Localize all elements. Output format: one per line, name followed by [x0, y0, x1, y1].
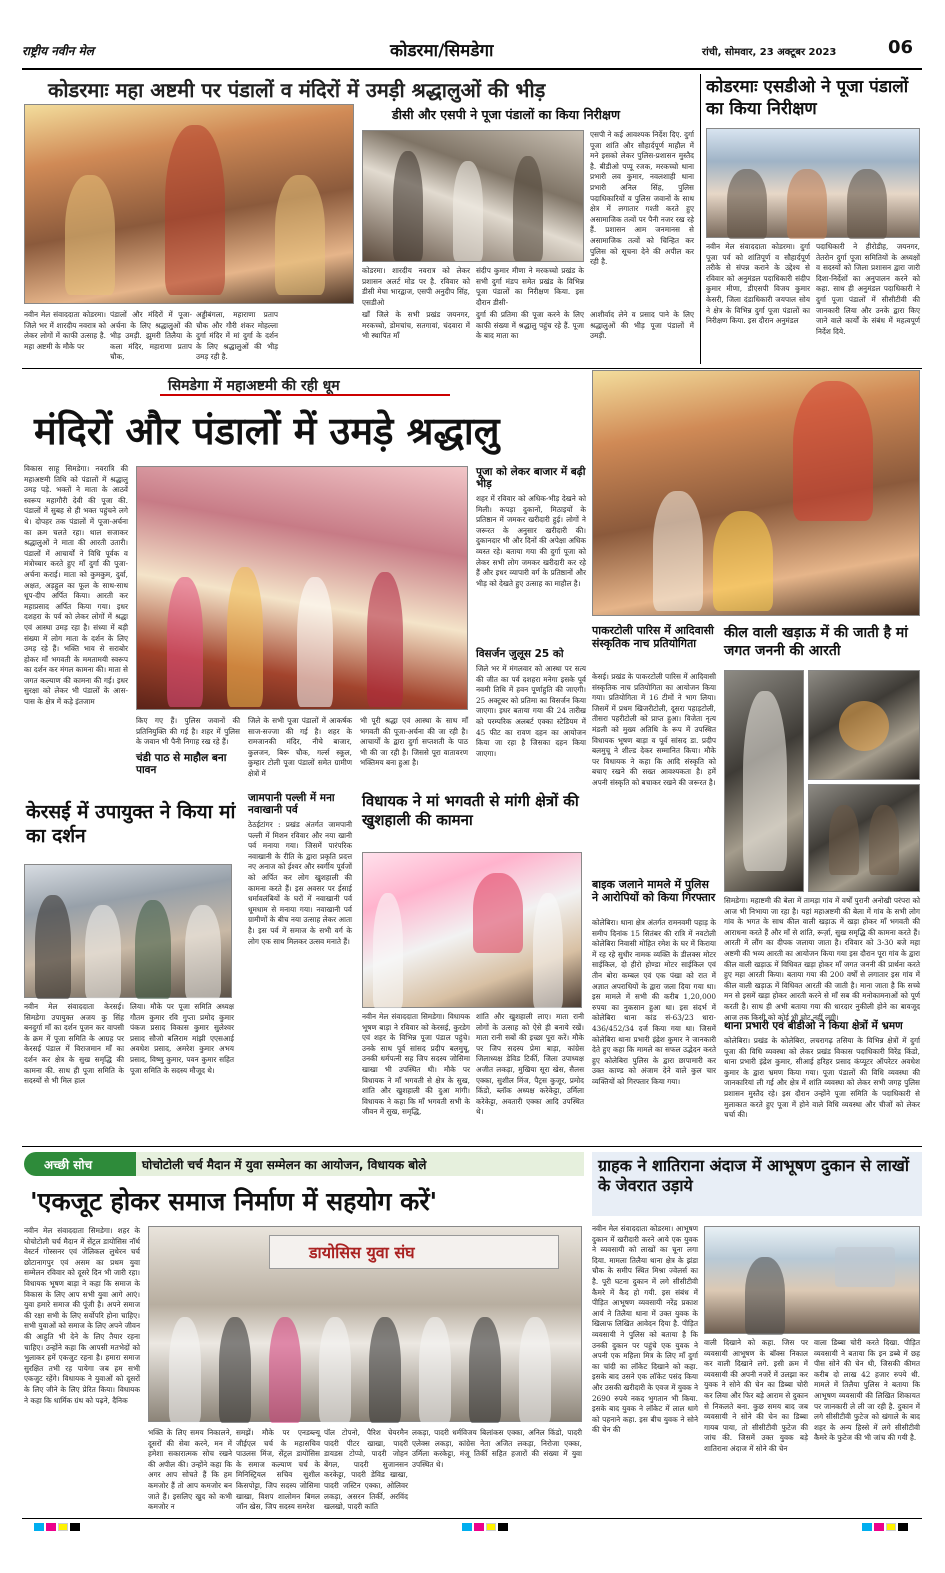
swatch-8: [498, 1523, 508, 1531]
swatch-1: [34, 1523, 44, 1531]
story3-sub-chandi: चंडी पाठ से माहौल बना पावन: [136, 752, 227, 776]
swatch-10: [874, 1523, 884, 1531]
story1-photo-inspection: [362, 130, 584, 262]
story8-headline: विधायक ने मां भगवती से मांगी क्षेत्रों की खुशहाली की कामना: [362, 792, 579, 829]
print-registration-strip: [22, 1518, 922, 1534]
story3-market-head: पूजा को लेकर बाजार में बढ़ी भीड़: [476, 466, 586, 490]
story7-headline: जामपानी पल्ली में मना नवाखानी पर्व: [248, 792, 335, 816]
story3-col3: जिले के सभी पूजा पंडालों में आकर्षक साज-सज्जा की गई है। शहर के रामजानकी मंदिर, नीचे बाजार, कुलजन, बिरू चौक, गर्ल्स स्कूल, कुम्हार टोली पूजा पंडालों समेत ग्रामीण क्षेत्रों में: [248, 716, 352, 778]
story6-photo-visit: [24, 864, 232, 998]
story1-col3: अड्डीबंगला, महाराणा प्रताप चौक और गौरी शंकर मोहल्ला दुर्गा मंदिर में मां दुर्गा के दर्शन के लिए श्रद्धालुओं की भीड़ उमड़ रही है.: [196, 310, 278, 362]
story10-photo-sammelan: [148, 1226, 582, 1422]
story11-col1: नवीन मेल संवाददाता कोडरमा। आभूषण दुकान में खरीदारी करने आये एक युवक ने व्यवसायी को लाखों का चूना लगा दिया. मामला तिलैया थाना क्षेत्र के झंडा चौक के समीप स्थित मिश्रा ज्वेलर्स का है. पूरी घटना दुकान में लगे सीसीटीवी कैमरे में कैद हो गयी. इस संबंध में पीड़ित आभूषण व्यवसायी नरेंद्र प्रकाश आर्य ने तिलैया थाना में उक्त युवक के खिलाफ लिखित आवेदन दिया है. पीड़ित व्यवसायी ने पुलिस को बताया है कि उनकी दुकान पर पहुंचे एक युवक ने अपनी एक महिला मित्र के लिए माँ दुर्गा का चांदी का लॉकेट दिखाने को कहा. इसके बाद उसने एक लॉकेट पसंद किया और उसकी खरीदारी के एवज में युवक ने 2690 रुपये नकद भुगतान भी किया. इसके बाद युवक ने लॉकेट में लाल धागे को पहनाने कहा. इस बीच युवक ने सोने की चेन की: [592, 1224, 699, 1435]
swatch-12: [898, 1523, 908, 1531]
story3-market-text: शहर में रविवार को अधिक-भीड़ देखने को मिली। कपड़ा दुकानों, मिठाइयों के प्रतिष्ठान में जमकर खरीदारी हुई। लोगों ने जरूरत के अनुसार खरीदारी की। दुकानदार भी और दिनों की अपेक्षा अधिक व्यस्त रहे। बताया गया की दुर्गा पूजा को लेकर सभी लोग जमकर खरीदारी कर रहे हैं और इधर व्यापारी वर्ग के प्रतिष्ठानों और भीड़ को देखते हुए उत्साह का माहौल है।: [476, 494, 586, 588]
story2-col2: पदाधिकारी ने हीरोडीह, जयनगर, तेतरोन दुर्गा पूजा समितियों के अध्यक्षों व सदस्यों को जिला प्रशासन द्वारा जारी दिशा-निर्देशों का अनुपालन करने को कहा. साथ ही अनुमंडल पदाधिकारी ने दुर्गा पूजा पंडालों में सीसीटीवी की जानकारी लिया और उनके द्वारा किए जाने वाले कार्यों के संबंध में महत्वपूर्ण निर्देश दिये.: [816, 242, 920, 336]
swatch-4: [70, 1523, 80, 1531]
story3-col1: विकास साहू सिमडेगा। नवरात्रि की महाअष्टमी तिथि को पंडालों में श्रद्धालु उमड़ पड़े. भक्तों ने माता के आठवें स्वरूप महागौरी देवी की पूजा की. पंडालों में सुबह से ही भक्त पहुंचने लगे थे। दोपहर तक पंडालों में पूजा-अर्चना का क्रम चलते रहा। थाल सजाकर श्रद्धालुओं ने माता की आरती उतारी। पंडालों में आचार्यों ने विधि पूर्वक व मंत्रोच्चार करते हुए माँ दुर्गा की पूजा-अर्चना कराई। माता को कुमकुम, दुर्वा, अक्षत, अड़हुल का फूल के साथ-साथ धूप-दीप अर्पित किया। आरती कर महाप्रसाद अर्पित किया गया। इधर दशहरा के पर्व को लेकर लोगों में श्रद्धा एवं आस्था उमड़ रहा है। संध्या में बड़ी संख्या में लोग माता के दर्शन के लिए उमड़ रहे हैं। भक्ति भाव से सराबोर होकर माँ भगवती के ममतामयी स्वरूप का दर्शन कर मंगल कामना की। माता से जगत कल्याण की कामना की गई। इधर सुरक्षा को लेकर भी पंडालों के आस-पास के क्षेत्र में कड़े इंतजाम: [24, 464, 128, 707]
story10-col5: लकड़ा, पादरी धर्मविजय बिलांकस एक्का, अनिल किंडो, पादरी एलेक्स लकड़ा, कांग्रेस नेता अजित लकड़ा, निरोजा एक्का, उर्मिला करकेट्टा, मंजू तिर्की सहित हजारों की संख्या में युवा उपस्थित थे।: [412, 1428, 582, 1469]
story11-photo-cctv: [704, 1226, 920, 1334]
swatch-2: [46, 1523, 56, 1531]
masthead: [22, 34, 922, 66]
story1-col7: खाँ जिले के सभी प्रखंड जयनगर, मरकच्चो, डोमचांच, सतगावां, चंदवारा में भी स्थापित माँ: [362, 310, 470, 341]
story1-col6: एसपी ने कई आवश्यक निर्देश दिए. दुर्गा पूजा शांति और सौहार्दपूर्ण माहौल में मने इसको लेकर पुलिस-प्रशासन मुस्तैद है. बीडीओ पप्पू रजक, मरकच्चो थाना प्रभारी लव कुमार, नवलशाही थाना प्रभारी अनिल सिंह, पुलिस पदाधिकारियों व पुलिस जवानों के साथ क्षेत्र में लगातार गश्ती करते हुए असामाजिक तत्वों पर पैनी नजर रख रहे हैं. प्रशासन आम जनमानस से असामाजिक तत्वों को चिन्हित कर पुलिस को सूचना देने की अपील कर रही है.: [590, 130, 694, 267]
story10-col3: समझें। मौके पर एनडब्ल्यू जीईएल चर्च के महासचिव पाउलस मिंज, सेंट्रल डायोसिस के समाज कल्याण चर्च के मिनिस्ट्रियल सचिव सुशील किसपोट्टा, जिप सदस्य जोसिमा खाखा, विशप शालोमन बिमल जॉन खेस, जिप सदस्य समरेश: [236, 1428, 320, 1512]
story5-thana-text: कोलेबिरा। प्रखंड के कोलेबिरा, लचरागढ़ तसिया के विभिन्न क्षेत्रों में दुर्गा पूजा की विधि व्यवस्था को लेकर प्रखंड विकास पदाधिकारी विरेंद्र किंडो, थाना प्रभारी इंद्रेश कुमार, सीआई हरिहर प्रसाद कंप्यूटर ऑपरेटर अवधेश कुमार के द्वारा भ्रमण किया गया। पूजा पंडालों की विधि व्यवस्था की जानकारियां ली गई और क्षेत्र में शांति व्यवस्था को लेकर सभी जगह पुलिस प्रशासन मुस्तैद रहे। इस दौरान उन्होंने पूजा समिति के पदाधिकारी से मुलाकात करते हुए पूजा में होने वाले विधि व्यवस्था और चीजों को लेकर चर्चा की।: [724, 1036, 920, 1120]
story8-col2: शांति और खुशहाली लाए। माता रानी लोगों के उत्साह को ऐसे ही बनाये रखें। माता रानी सबों की इच्छा पूरा करें। मौके पर जिप सदस्य प्रेमा बाड़ा, कांग्रेस जिलाध्यक्ष डेविड टिर्की, जिला उपाध्यक्ष अजीत लकड़ा, मुखिया सूरा खेस, सैलस एक्का, सुशील मिंज, पैट्रस कुजूर, प्रमोद किंडो, ब्लॉक अध्यक्ष करेकेट्टा, उर्मिला करेकेट्टा, अवतारी एक्का आदि उपस्थित थे।: [476, 1012, 584, 1117]
story6-col2: लिया। मौके पर पूजा समिति अध्यक्ष गौतम कुमार रवि गुप्ता प्रमोद कुमार पंकज प्रसाद विकास कुमार सुलेश्वर प्रसाद सौजो बलिराम मांझी एएसआई अवधेश प्रसाद, अमरेश कुमार अभय प्रसाद, विष्णु कुमार, पवन कुमार सहित पूजा समिति के सदस्य मौजूद थे।: [130, 1002, 234, 1075]
story2-col1: नवीन मेल संवाददाता कोडरमा। दुर्गा पूजा पर्व को शांतिपूर्ण व सौहार्दपूर्ण तरीके से संपन्न कराने के उद्देश्य से रविवार को अनुमंडल पदाधिकारी संदीप कुमार मीणा, डीएसपी विजय कुमार केसरी, जिला दंडाधिकारी जयपाल सोय ने क्षेत्र के विभिन्न दुर्गा पूजा पंडालों का निरीक्षण किया. इस दौरान अनुमंडल: [706, 242, 810, 326]
story10-badge: अच्छी सोच: [44, 1158, 93, 1172]
story1-col2: पंडालों और मंदिरों में पूजा-अर्चना के लिए श्रद्धालुओं की भीड़ उमड़ी. झुमरी तिलैया के कला मंदिर, महाराणा प्रताप चौक,: [110, 310, 192, 362]
section-title: कोडरमा/सिमडेगा: [390, 41, 494, 61]
story5-photo-aarti: [808, 670, 920, 780]
story1-col5: संदीप कुमार मीणा ने मरकच्चो प्रखंड के सभी दुर्गा मंडप समेत प्रखंड के विभिन्न पूजा पंडालों का निरीक्षण किया. इस दौरान डीसी-: [476, 266, 584, 307]
story3-col4: भी पूरी श्रद्धा एवं आस्था के साथ माँ भगवती की पूजा-अर्चना की जा रही है। आचार्यों के द्वारा दुर्गा सप्तशती के पाठ भी की जा रही है। जिससे पूरा वातावरण भक्तिमय बना हुआ है।: [360, 716, 468, 768]
story3-headline: मंदिरों और पंडालों में उमड़े श्रद्धालु: [34, 409, 500, 453]
story10-kicker: घोचोटोली चर्च मैदान में युवा सम्मेलन का आयोजन, विधायक बोले: [142, 1158, 427, 1172]
story5-headline: कील वाली खड़ाऊ में की जाती है मां जगत जननी की आरती: [724, 625, 908, 659]
story10-col2: भक्ति के लिए समय निकालने, दूसरों की सेवा करने, मन में हमेशा सकारात्मक सोच रखने की अपील की। उन्होंने कहा कि अगर आप सोचते हैं कि हम कमजोर हैं तो आप कमजोर बन जाते हैं। इसलिए खुद को कभी कमजोर न: [148, 1428, 232, 1512]
swatch-3: [58, 1523, 68, 1531]
story3-col2: किए गए हैं। पुलिस जवानों की प्रतिनियुक्ति की गई है। शहर में पुलिस के जवान भी पैनी निगाह रख रहे हैं।: [136, 716, 240, 747]
story3-kicker: सिमडेगा में महाअष्टमी की रही धूम: [168, 378, 340, 394]
story1-photo-durga-idol: [24, 104, 354, 304]
story5-photo-khadau: [808, 784, 920, 892]
story8-col1: नवीन मेल संवाददाता सिमडेगा। विधायक भूषण बाड़ा ने रविवार को केरसई, कुरडेग एवं शहर के विभिन्न पूजा पंडाल पहुंचे। उनके साथ पूर्व सांसद प्रदीप बलमुचू, उनकी धर्मपत्नी सह जिप सदस्य जोसिमा खाखा भी उपस्थित थी। मौके पर विधायक ने माँ भगवती से क्षेत्र के सुख, शांति और खुशहाली की दुआ मांगी। विधायक ने कहा कि माँ भगवती सभी के जीवन में सुख, समृद्धि,: [362, 1012, 470, 1117]
story5-photo-priest: [724, 670, 804, 892]
story11-headline: ग्राहक ने शातिराना अंदाज में आभूषण दुकान से लाखों के जेवरात उड़ाये: [598, 1156, 909, 1195]
story9-text: कोलेबिरा। थाना क्षेत्र अंतर्गत रामनवमी पहाड़ के समीप दिनांक 15 सितंबर की रात्रि में नवटोली कोलेबिरा निवासी मोहित रमेश के घर में किराया में रह रहे सुधीर नामक व्यक्ति के डीलक्स मोटर साईकिल, दो हीरो होण्डा मोटर साईकिल एवं तीन बोरा कम्बल एवं एक पंखा को रात में अज्ञात अपराधियों के द्वारा जला दिया गया था। इस मामले में सभी की करीब 1,20,000 रुपया का नुकसान हुआ था। इस संदर्भ में कोलेबिरा थाना कांड सं-63/23 धारा- 436/452/34 दर्ज किया गया था। जिसमें कोलेबिरा थाना प्रभारी इंद्रेश कुमार ने जानकारी देते हुए कहा कि मामले का सफल उद्भेदन करते हुए कोलेबिरा पुलिस के द्वारा छापामारी कर उक्त काण्ड को अंजाम देने वाले कुल चार व्यक्तियों को गिरफ्तार किया गया।: [592, 918, 716, 1086]
story2-photo-meeting: [706, 128, 920, 238]
section-rule-2: [22, 1146, 922, 1147]
story10-col1: नवीन मेल संवाददाता सिमडेगा। शहर के घोचोटोली चर्च मैदान में सेंट्रल डायोसिस नॉर्थ वेस्टर्न गोस्सनर एवं जेलिकल लुथेरन चर्च छोटानागपुर एवं असम का प्रथम युवा सम्मेलन रविवार को दूसरे दिन भी जारी रहा। विधायक भूषण बाड़ा ने कहा कि समाज के विकास के लिए आप सभी युवा आगे आएं। युवा हमारे समाज की पूंजी है। अपने समाज की रक्षा सभी के लिए सर्वोपरि होना चाहिए। सभी युवाओं को समाज के लिए अपने जीवन की आहुति भी देने के लिए तैयार रहना चाहिए। उन्होंने कहा कि आपसी मतभेदों को भुलाकर हमें एकजुट रहना है। हमारा समाज सुरक्षित तभी रह पायेगा जब हम सभी एकजुट रहेंगे। विधायक ने युवाओं को दूसरों के लिए जीने के लिए प्रेरित किया। विधायक ने कहा कि धार्मिक ग्रंथ को पढ़ने, दैनिक: [24, 1226, 140, 1405]
story1-col8: दुर्गा की प्रतिमा की पूजा करने के लिए काफी संख्या में श्रद्धालु पहुंच रहे हैं. पूजा के बाद माता का: [476, 310, 584, 341]
story10-headline: 'एकजूट होकर समाज निर्माण में सहयोग करें': [30, 1187, 438, 1216]
story6-col1: नवीन मेल संवाददाता केरसई। सिमडेगा उपायुक्त अजय कु सिंह बनदुर्गा माँ का दर्शन पूजन कर वापसी के क्रम में पूजा समिति के आग्रह पर केरसई पंडाल में विराजमान माँ का दर्शन कर क्षेत्र के सुख समृद्धि की कामना की. साथ ही पूजा समिति के सदस्यों से भी मिल हाल: [24, 1002, 124, 1086]
newspaper-logo: राष्ट्रीय नवीन मेल: [22, 44, 94, 58]
story11-col3: वाला डिब्बा चोरी करते दिखा. पीड़ित व्यवसायी ने बताया कि इन डब्बे में छह पीस सोने की चेन थी, जिसकी कीमत करीब दो लाख 42 हजार रुपये थी. मामले में तिलैया पुलिस ने बताया कि आभूषण व्यवसायी की लिखित शिकायत पर जानकारी ले ली जा रही है. दुकान में लगे सीसीटीवी फुटेज को खंगाले के बाद शहर के अन्य हिस्से में लगे सीसीटीवी कैमरे के फुटेज की भी जांच की गयी है.: [814, 1338, 920, 1443]
story9-headline: बाइक जलाने मामले में पुलिस ने आरोपियों को किया गिरफ्तार: [592, 878, 716, 904]
story7-text: ठेठईटांगर : प्रखंड अंतर्गत जामपानी पल्ली में मिशन रविवार और नया खानी पर्व मनाया गया। जिसमें पारंपरिक नवाखानी के रीति के द्वारा प्रकृति प्रदत्त नए अनाज को ईश्वर और स्वर्गीय पूर्वजों को अर्पित कर लोग खुशहाली की कामना करते हैं। इस अवसर पर ईसाई धर्मावलंबियों के घरों में नवाखानी पर्व धूमधाम से मनाया गया। नवाखानी पर्व ग्रामीणों के बीच नया उत्साह लेकर आता है। इस पर्व में समाज के सभी वर्ग के लोग एक साथ मिलकर उत्सव मनाते हैं।: [248, 820, 352, 946]
story4-text: केसई। प्रखंड के पाकरटोली पारिस में आदिवासी संस्कृतिक नाच प्रतियोगिता का आयोजन किया गया। प्रतियोगिता में 16 टीमों ने भाग लिया। जिसमें में प्रथम खिजरीटोली, दूसरा पहाड़टोली, तीसरा पहरीटोली को प्राप्त हुआ। विजेता नृत्य मंडली को मुख्य अतिथि के रूप में उपस्थित विधायक भूषण बाड़ा व पूर्व सांसद डा. प्रदीप बलमुचू ने शील्ड देकर सम्मानित किया। मौके पर विधायक ने कहा कि आदि संस्कृति को बचाए रखने की सख्त आवश्यकता है। हमें अपनी संस्कृति को बचाकर रखने की जरूरत है।: [592, 672, 716, 787]
story2-divider: [700, 74, 701, 364]
story2-headline: कोडरमाः एसडीओ ने पूजा पंडालों का किया निरीक्षण: [706, 77, 909, 119]
story1-headline: कोडरमाः महा अष्टमी पर पंडालों व मंदिरों में उमड़ी श्रद्धालुओं की भीड़: [48, 78, 546, 102]
swatch-11: [886, 1523, 896, 1531]
story5-text: सिमडेगा। महाष्टमी की बेला में तामड़ा गांव में वर्षों पुरानी अनोखी परंपरा को आज भी निभाया जा रहा है। यहां महाअष्टमी की बेला में गांव के सभी लोग गांव के भगत के साथ कील वाली खड़ाऊ में खड़ा होकर माँ भगवती की आराधना करते हैं और माँ से शांति, रूर्ज़ा, सुख समृद्धि की कामना करते हैं। आरती में लौंग का दीपक जलाया जाता है। रविवार को 3-30 बजे महा अष्टमी की भव्य आरती का आयोजन किया गया इस दौरान पूरा गांव के द्वारा कील वाली खड़ाऊ में विधिवत खड़ा होकर माँ जगत जननी की प्रार्थना करते हुए महा आरती किया। बताया गया की 200 वर्षों से लगातार इस गांव में कील वाली खड़ाऊ में विधिवत आरती की जाती है। माना जाता है कि सच्चे मन से इसमें खड़ा होकर आरती करने से माँ सब की मनोकामनाओं को पूर्ण करती है। साथ ही अभी बताया गया की धारदार नुकीली होने का बावजूद आज तक किसी को कोई भी चोट नहीं लगी।: [724, 896, 920, 1022]
story3-photo-devotees: [136, 466, 468, 710]
swatch-9: [862, 1523, 872, 1531]
story5-sub-thana: थाना प्रभारी एवं बीडीओ ने किया क्षेत्रों में भ्रमण: [724, 1020, 903, 1032]
story4-headline: पाकरटोली पारिस में आदिवासी संस्कृतिक नाच प्रतियोगिता: [592, 624, 714, 650]
section-rule-1: [22, 368, 922, 369]
story1-col4: कोडरमा। शारदीय नवरात्र को लेकर प्रशासन अलर्ट मोड पर है. रविवार को डीसी मेघा भारद्वाज, एसपी अनुदीप सिंह, एसडीओ: [362, 266, 470, 307]
story10-banner-text: डायोसिस युवा संघ: [309, 1243, 415, 1262]
page-number: 06: [888, 37, 914, 58]
issue-date: रांची, सोमवार, 23 अक्टूबर 2023: [702, 47, 837, 58]
story3-visarjan-head: विसर्जन जुलूस 25 को: [476, 648, 564, 660]
story11-col2: वाली दिखाने को कहा. जिस पर व्यवसायी आभूषण के बॉक्स निकाल कर वाली दिखाने लगे. इसी क्रम में व्यवसायी की अपनी नजरें में उलझा कर युवक ने सोने की चेन का डिब्बा चोरी कर लिया और फिर बड़े आराम से दुकान से निकलते बना. कुछ समय बाद जब व्यवसायी ने सोने की चेन का डिब्बा गायब पाया, तो सीसीटीवी फुटेज की जांच की. जिसमें उक्त युवक बड़े शातिराना अंदाज में सोने की चेन: [704, 1338, 808, 1453]
swatch-6: [474, 1523, 484, 1531]
story6-headline: केरसई में उपायुक्त ने किया मां का दर्शन: [26, 801, 236, 847]
masthead-rule: [22, 68, 922, 70]
story1-subhead: डीसी और एसपी ने पूजा पंडालों का किया निरीक्षण: [392, 107, 621, 122]
story1-col9: आशीर्वाद लेने व प्रसाद पाने के लिए श्रद्धालुओं की भीड़ पूजा पंडालों में उमड़ी.: [590, 310, 694, 341]
story3-visarjan-text: जिले भर में मंगलवार को आस्था पर सत्य की जीत का पर्व दशहरा मनेगा इसके पूर्व नवमी तिथि में हवन पूर्णाहुति की जाएगी। 25 अक्टूबर को प्रतिमा का विसर्जन किया जाएगा। इधर बताया गया की 24 तारीख को परम्परिक अलबर्ट एक्का स्टेडियम में 45 फीट का रावण दहन का आयोजन किया जा रहा है जिसका दहन किया जाएगा।: [476, 664, 586, 758]
swatch-7: [486, 1523, 496, 1531]
swatch-5: [462, 1523, 472, 1531]
story10-col4: पॉल टोपनो, पैरिश चेयरमैन पादरी पीटर खाखा, पादरी डायडस टोप्पो, पादरी जोहन बेंगल, पादरी सुजानसन करकेट्टा, पादरी डेविड खाखा, पादरी जस्टिन एक्का, ओलिवर लकड़ा, असरन तिर्की, अरविंद खलखो, पादरी कांति: [324, 1428, 408, 1512]
story3-photo-puja: [592, 370, 920, 616]
story8-photo-mla: [362, 852, 582, 1008]
story1-col1: नवीन मेल संवाददाता कोडरमा। जिले भर में शारदीय नवरात्र को लेकर लोगों में काफी उत्साह है. महा अष्टमी के मौके पर: [24, 310, 106, 351]
